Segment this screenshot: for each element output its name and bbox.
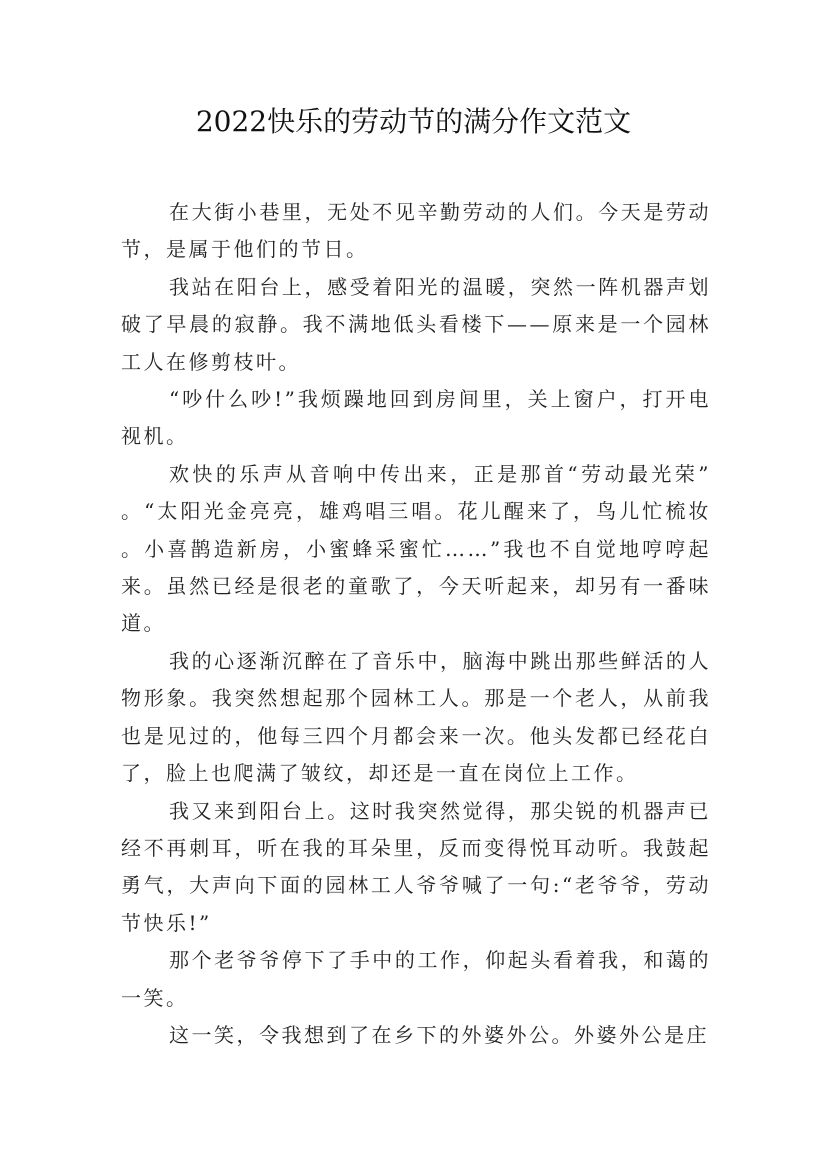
- paragraph: 我站在阳台上，感受着阳光的温暖，突然一阵机器声划破了早晨的寂静。我不满地低头看楼下——原来是一个园林工人在修剪枝叶。: [121, 274, 711, 374]
- paragraph: “吵什么吵!”我烦躁地回到房间里，关上窗户，打开电视机。: [121, 387, 711, 449]
- paragraph: 我又来到阳台上。这时我突然觉得，那尖锐的机器声已经不再刺耳，听在我的耳朵里，反而变得悦耳动听。我鼓起勇气，大声向下面的园林工人爷爷喊了一句:“老爷爷，劳动节快乐!”: [121, 798, 711, 935]
- paragraph: 那个老爷爷停下了手中的工作，仰起头看着我，和蔼的一笑。: [121, 948, 711, 1010]
- paragraph: 欢快的乐声从音响中传出来，正是那首“劳动最光荣”。“太阳光金亮亮，雄鸡唱三唱。花儿醒来了，鸟儿忙梳妆。小喜鹊造新房，小蜜蜂采蜜忙……”我也不自觉地哼哼起来。虽然已经是很老的童歌了，今天听起来，却另有一番味道。: [121, 461, 711, 636]
- document-title: 2022快乐的劳动节的满分作文范文: [195, 105, 632, 138]
- document-body: [121, 194, 711, 1054]
- paragraph: 这一笑，令我想到了在乡下的外婆外公。外婆外公是庄: [169, 1022, 709, 1047]
- paragraph: 在大街小巷里，无处不见辛勤劳动的人们。今天是劳动节，是属于他们的节日。: [121, 200, 711, 262]
- paragraph: 我的心逐渐沉醉在了音乐中，脑海中跳出那些鲜活的人物形象。我突然想起那个园林工人。那是一个老人，从前我也是见过的，他每三四个月都会来一次。他头发都已经花白了，脸上也爬满了皱纹，却还是一直在岗位上工作。: [121, 648, 711, 786]
